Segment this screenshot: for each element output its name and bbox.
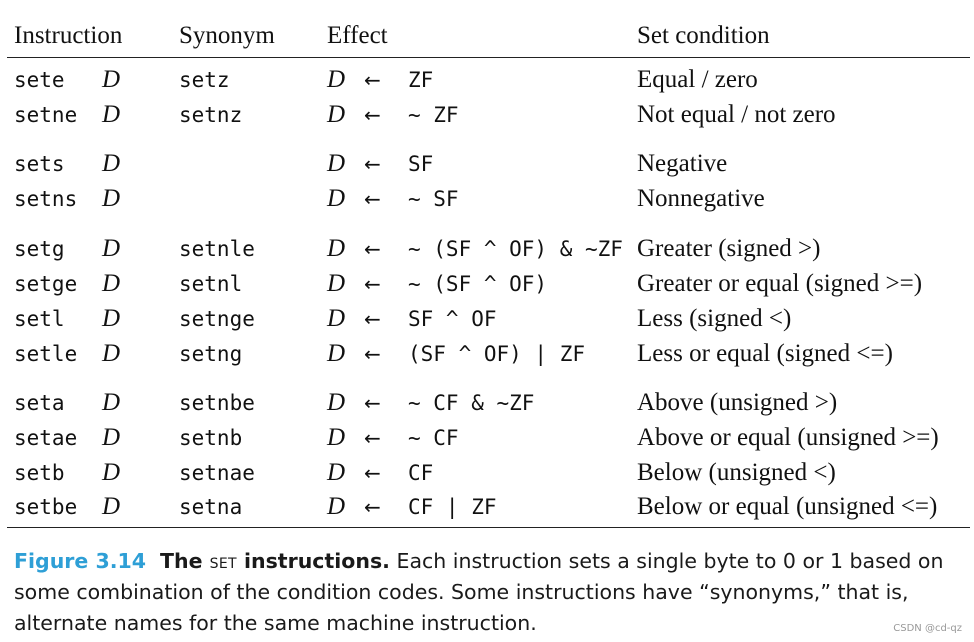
header-effect: Effect [327,22,388,49]
instruction-operand: D [102,459,121,486]
instruction-name: setl [14,307,65,331]
assign-arrow-icon: ← [364,187,381,211]
table-bottom-divider [7,527,970,528]
set-condition-text: Less (signed <) [637,305,792,332]
figure-caption [14,546,964,639]
header-synonym: Synonym [179,22,275,49]
assign-arrow-icon: ← [364,391,381,415]
set-condition-text: Not equal / not zero [637,101,836,128]
synonym-name: setna [179,495,243,519]
effect-destination: D [327,235,346,262]
assign-arrow-icon: ← [364,272,381,296]
set-condition-text: Greater (signed >) [637,235,821,262]
synonym-name: setnbe [179,391,255,415]
watermark: CSDN @cd-qz [893,623,962,634]
effect-destination: D [327,101,346,128]
figure-title [160,549,390,573]
effect-expression: ~ (SF ^ OF) & ~ZF [408,237,623,261]
instruction-operand: D [102,235,121,262]
synonym-name: setnl [179,272,243,296]
header-set-condition: Set condition [637,22,770,49]
synonym-name: setnge [179,307,255,331]
effect-destination: D [327,459,346,486]
synonym-name: setnae [179,461,255,485]
instruction-operand: D [102,101,121,128]
header-divider [7,57,970,58]
set-condition-text: Below (unsigned <) [637,459,836,486]
effect-expression: ~ (SF ^ OF) [408,272,548,296]
assign-arrow-icon: ← [364,103,381,127]
instruction-name: setae [14,426,78,450]
figure-label: Figure 3.14 [14,549,147,573]
set-condition-text: Above (unsigned >) [637,389,838,416]
synonym-name: setnle [179,237,255,261]
assign-arrow-icon: ← [364,152,381,176]
assign-arrow-icon: ← [364,342,381,366]
instruction-name: setns [14,187,78,211]
effect-destination: D [327,150,346,177]
effect-destination: D [327,185,346,212]
instruction-operand: D [102,150,121,177]
assign-arrow-icon: ← [364,237,381,261]
figure-caption-body: Each instruction sets a single byte to 0 or 1 based on some combination of the condition codes. Some instructions have “synonyms,” that is, alternate names for the same machine instruction. [14,549,944,635]
instruction-name: setle [14,342,78,366]
assign-arrow-icon: ← [364,68,381,92]
figure-title-the: The [160,549,203,573]
effect-expression: ~ CF & ~ZF [408,391,535,415]
effect-expression: SF [408,152,434,176]
instruction-name: seta [14,391,65,415]
effect-destination: D [327,389,346,416]
instruction-name: setbe [14,495,78,519]
header-instruction: Instruction [14,22,123,49]
effect-expression: (SF ^ OF) | ZF [408,342,586,366]
effect-expression: ~ SF [408,187,459,211]
set-condition-text: Negative [637,150,728,177]
instruction-operand: D [102,305,121,332]
synonym-name: setng [179,342,243,366]
effect-expression: ~ ZF [408,103,459,127]
figure-title-set: set [209,549,237,573]
instruction-operand: D [102,493,121,520]
effect-destination: D [327,493,346,520]
synonym-name: setnb [179,426,243,450]
figure-title-rest: instructions. [243,549,390,573]
effect-destination: D [327,305,346,332]
assign-arrow-icon: ← [364,426,381,450]
set-condition-text: Above or equal (unsigned >=) [637,424,939,451]
instruction-operand: D [102,389,121,416]
set-condition-text: Greater or equal (signed >=) [637,270,923,297]
set-condition-text: Nonnegative [637,185,765,212]
instruction-operand: D [102,270,121,297]
effect-destination: D [327,270,346,297]
instruction-operand: D [102,66,121,93]
effect-expression: ~ CF [408,426,459,450]
instruction-operand: D [102,340,121,367]
effect-expression: CF | ZF [408,495,497,519]
instruction-name: sets [14,152,65,176]
set-condition-text: Less or equal (signed <=) [637,340,893,367]
assign-arrow-icon: ← [364,307,381,331]
effect-destination: D [327,424,346,451]
synonym-name: setnz [179,103,243,127]
instruction-name: setge [14,272,78,296]
effect-expression: SF ^ OF [408,307,497,331]
instruction-name: setg [14,237,65,261]
set-condition-text: Equal / zero [637,66,758,93]
instruction-operand: D [102,424,121,451]
effect-destination: D [327,340,346,367]
instruction-name: setb [14,461,65,485]
synonym-name: setz [179,68,230,92]
effect-expression: CF [408,461,434,485]
instruction-name: sete [14,68,65,92]
set-condition-text: Below or equal (unsigned <=) [637,493,938,520]
instruction-operand: D [102,185,121,212]
assign-arrow-icon: ← [364,495,381,519]
assign-arrow-icon: ← [364,461,381,485]
effect-expression: ZF [408,68,434,92]
instruction-name: setne [14,103,78,127]
effect-destination: D [327,66,346,93]
